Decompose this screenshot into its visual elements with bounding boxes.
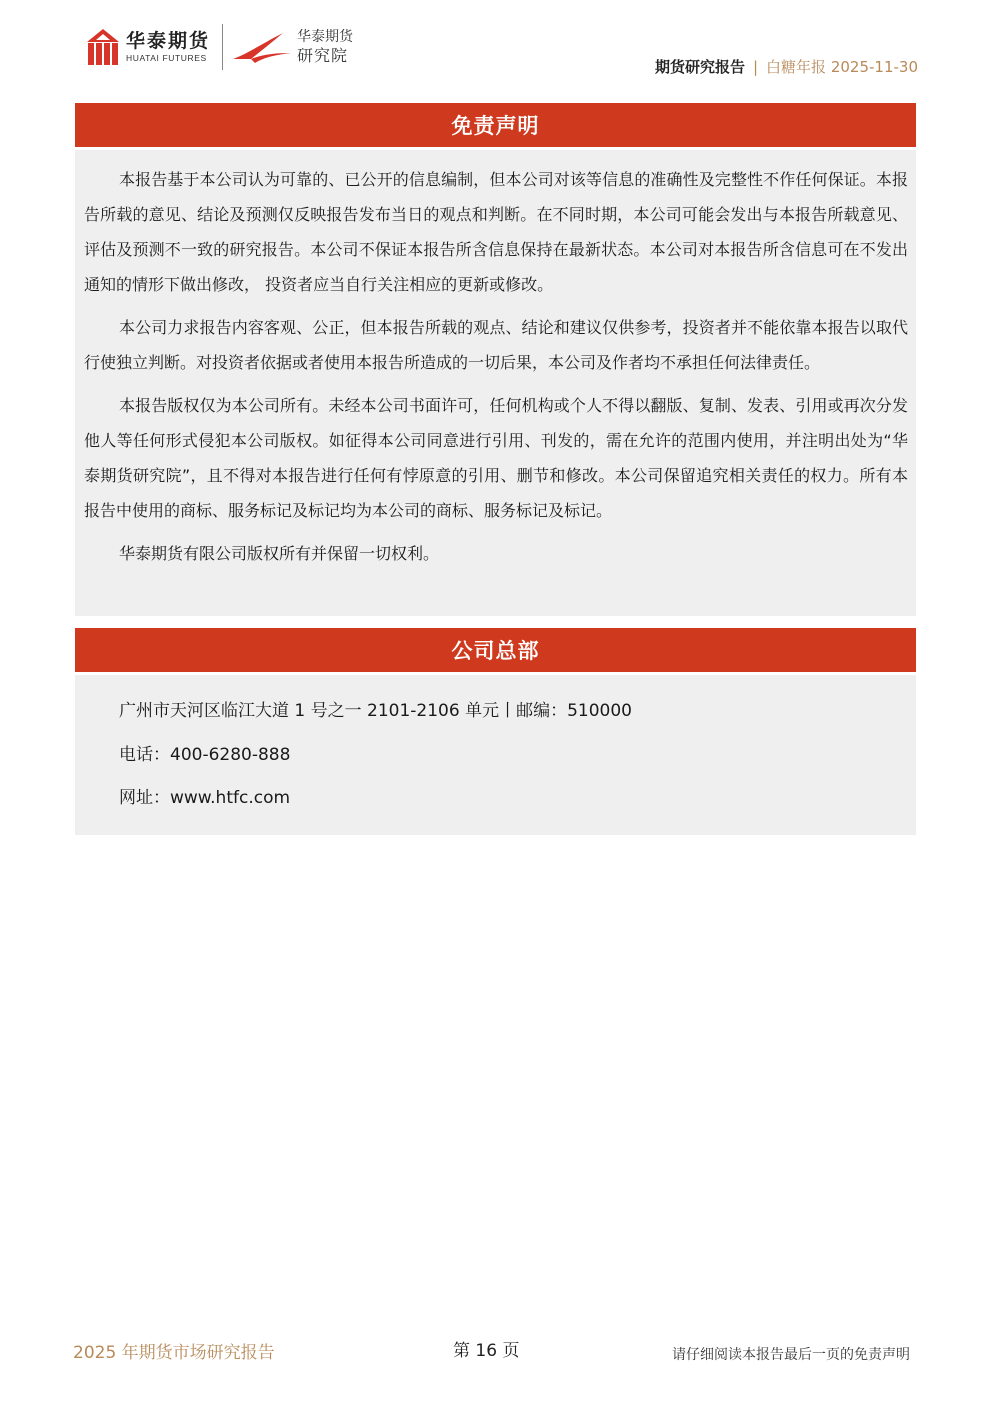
headquarters-website: 网址：www.htfc.com (119, 788, 291, 808)
logo-name-cn: 华泰期货 (126, 30, 211, 52)
institute-name-line1: 华泰期货 (297, 29, 354, 45)
logo-divider (222, 24, 223, 70)
headquarters-address: 广州市天河区临江大道 1 号之一 2101-2106 单元丨邮编：510000 (119, 701, 632, 721)
disclaimer-title: 免责声明 (75, 103, 916, 147)
headquarters-title: 公司总部 (75, 628, 916, 672)
headquarters-box (75, 675, 916, 835)
disclaimer-paragraph: 本公司力求报告内容客观、公正，但本报告所载的观点、结论和建议仅供参考，投资者并不能依靠本报告以取代行使独立判断。对投资者依据或者使用本报告所造成的一切后果，本公司及作者均不承担任何法律责任。 (84, 318, 908, 372)
report-heading (655, 56, 918, 77)
headquarters-phone: 电话：400-6280-888 (119, 744, 291, 765)
company-logo (86, 24, 353, 70)
page-footer (0, 1330, 992, 1370)
huatai-logo-icon (86, 28, 120, 66)
page-header (0, 0, 992, 90)
disclaimer-paragraph: 本报告版权仅为本公司所有。未经本公司书面许可，任何机构或个人不得以翻版、复制、发表、引用或再次分发他人等任何形式侵犯本公司版权。如征得本公司同意进行引用、刊发的，需在允许的范围内使用，并注明出处为“华泰期货研究院”，且不得对本报告进行任何有悖原意的引用、删节和修改。本公司保留追究相关责任的权力。所有本报告中使用的商标、服务标记及标记均为本公司的商标、服务标记及标记。 (84, 396, 908, 520)
footer-report-name: 2025 年期货市场研究报告 (73, 1343, 275, 1363)
institute-logo-icon (231, 29, 293, 65)
disclaimer-paragraph: 华泰期货有限公司版权所有并保留一切权利。 (119, 544, 440, 563)
page-number: 第 16 页 (453, 1341, 520, 1361)
report-type: 期货研究报告 (654, 58, 745, 76)
footer-disclaimer-note: 请仔细阅读本报告最后一页的免责声明 (672, 1347, 910, 1363)
logo-name-en: HUATAI FUTURES (126, 53, 207, 63)
disclaimer-box (75, 150, 916, 616)
disclaimer-paragraph: 本报告基于本公司认为可靠的、已公开的信息编制，但本公司对该等信息的准确性及完整性不作任何保证。本报告所载的意见、结论及预测仅反映报告发布当日的观点和判断。在不同时期，本公司可能会发出与本报告所载意见、评估及预测不一致的研究报告。本公司不保证本报告所含信息保持在最新状态。本公司对本报告所含信息可在不发出通知的情形下做出修改， 投资者应当自行关注相应的更新或修改。 (84, 170, 908, 294)
report-subtitle: 白糖年报 2025-11-30 (766, 58, 918, 76)
institute-name-line2: 研究院 (297, 46, 349, 65)
heading-separator: | (752, 57, 759, 76)
